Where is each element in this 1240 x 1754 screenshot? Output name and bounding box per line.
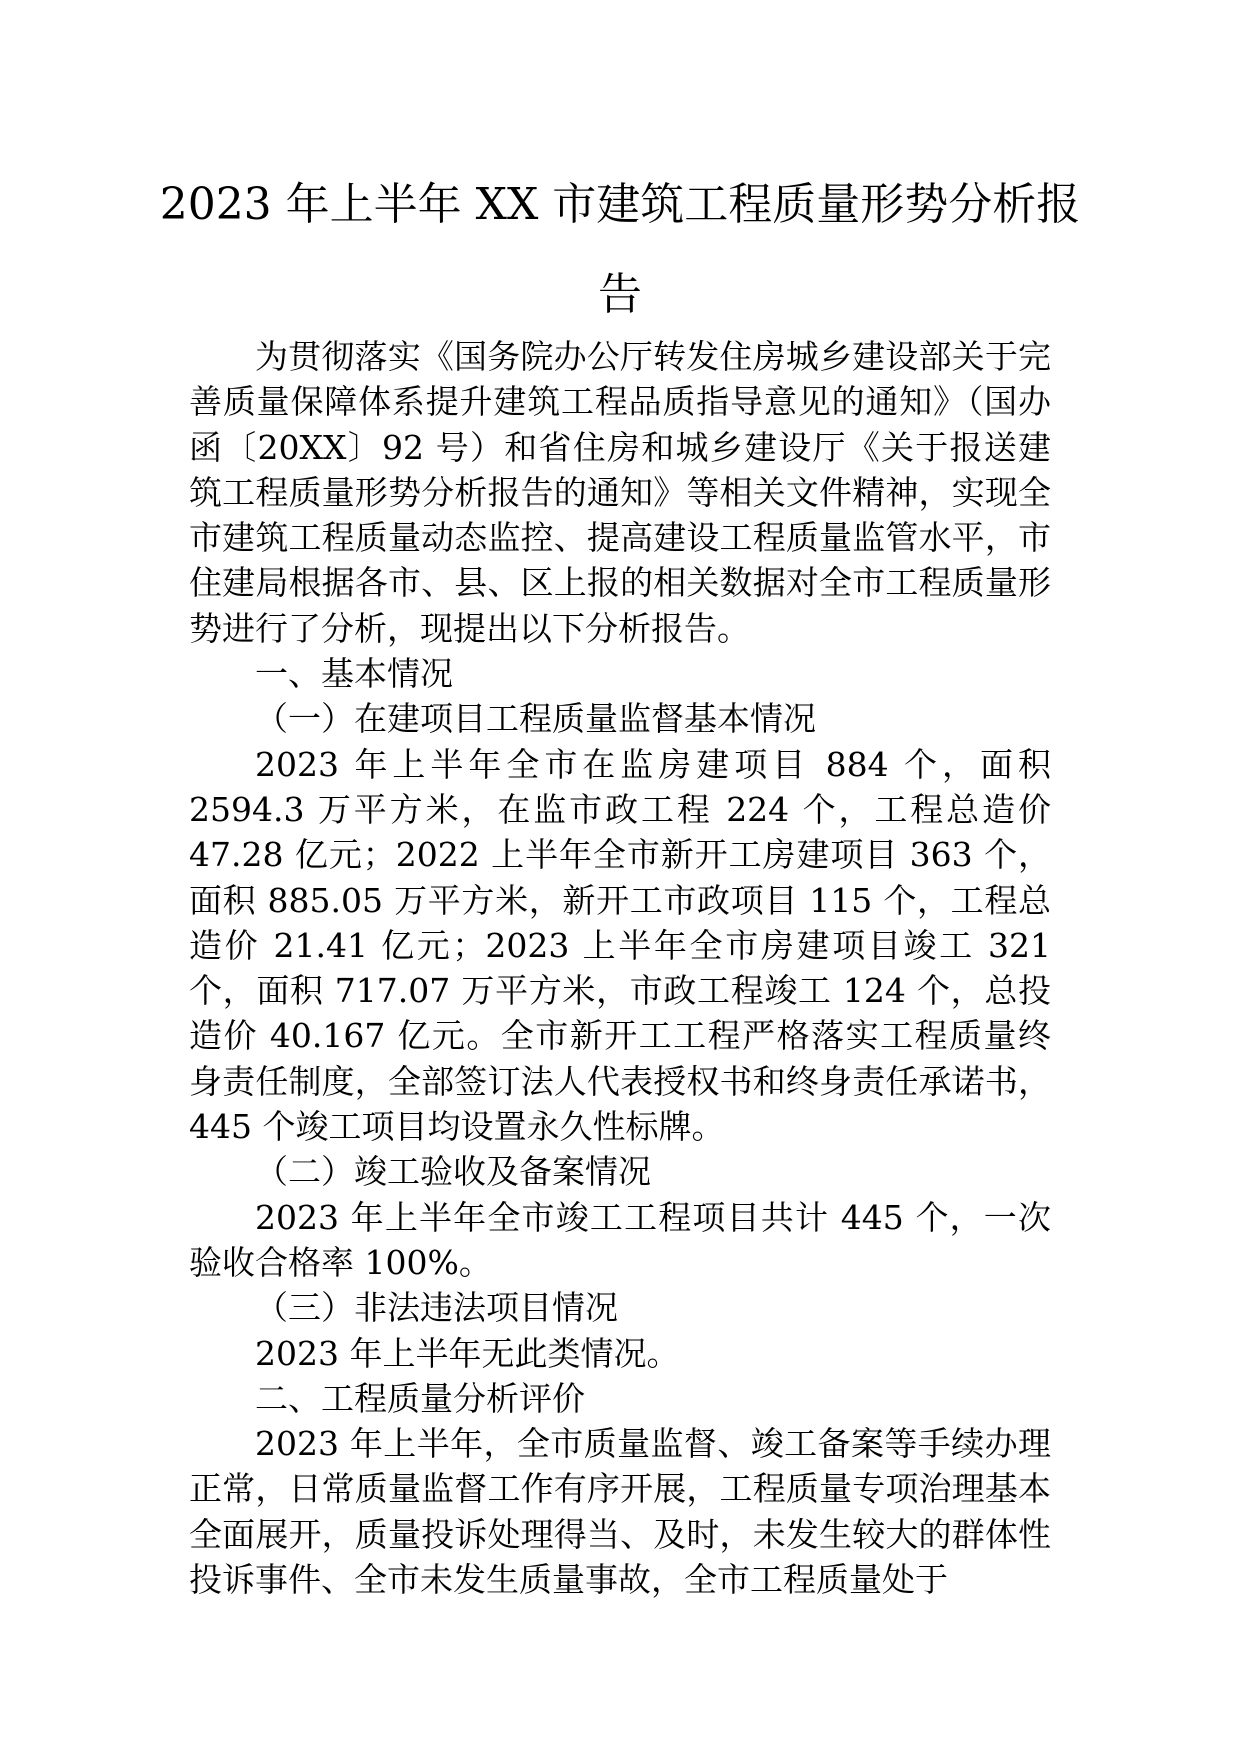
section-heading-basic: 一、基本情况: [255, 654, 453, 694]
acceptance-paragraph: 2023 年上半年全市竣工工程项目共计 445 个，一次验收合格率 100%。: [189, 1197, 1051, 1282]
subsection-heading-supervision: （一）在建项目工程质量监督基本情况: [255, 699, 816, 739]
intro-paragraph: 为贯彻落实《国务院办公厅转发住房城乡建设部关于完善质量保障体系提升建筑工程品质指导意见的通知》（国办函〔20XX〕92 号）和省住房和城乡建设厅《关于报送建筑工程质量形势分析报告的通知》等相关文件精神，实现全市建筑工程质量动态监控、提高建设工程质量监管水平，市住建局根据各市、县、区上报的相关数据对全市工程质量形势进行了分析，现提出以下分析报告。: [189, 337, 1051, 648]
subsection-heading-illegal: （三）非法违法项目情况: [255, 1288, 618, 1328]
subsection-heading-acceptance: （二）竣工验收及备案情况: [255, 1152, 651, 1192]
section-heading-analysis: 二、工程质量分析评价: [255, 1378, 585, 1418]
analysis-paragraph: 2023 年上半年，全市质量监督、竣工备案等手续办理正常，日常质量监督工作有序开展，工程质量专项治理基本全面展开，质量投诉处理得当、及时，未发生较大的群体性投诉事件、全市未发生质量事故，全市工程质量处于: [189, 1424, 1051, 1600]
document-body: [189, 334, 1051, 1602]
illegal-paragraph: 2023 年上半年无此类情况。: [255, 1333, 680, 1373]
document-title: 2023 年上半年 XX 市建筑工程质量形势分析报告: [159, 179, 1081, 320]
supervision-paragraph: 2023 年上半年全市在监房建项目 884 个，面积 2594.3 万平方米，在监市政工程 224 个，工程总造价 47.28 亿元；2022 上半年全市新开工房建项目 363 个，面积 885.05 万平方米，新开工市政项目 115 个，工程总造价 21.41 亿元；2023 上半年全市房建项目竣工 321 个，面积 717.07 万平方米，市政工程竣工 124 个，总投造价 40.167 亿元。全市新开工工程严格落实工程质量终身责任制度，全部签订法人代表授权书和终身责任承诺书，445 个竣工项目均设置永久性标牌。: [189, 744, 1051, 1147]
